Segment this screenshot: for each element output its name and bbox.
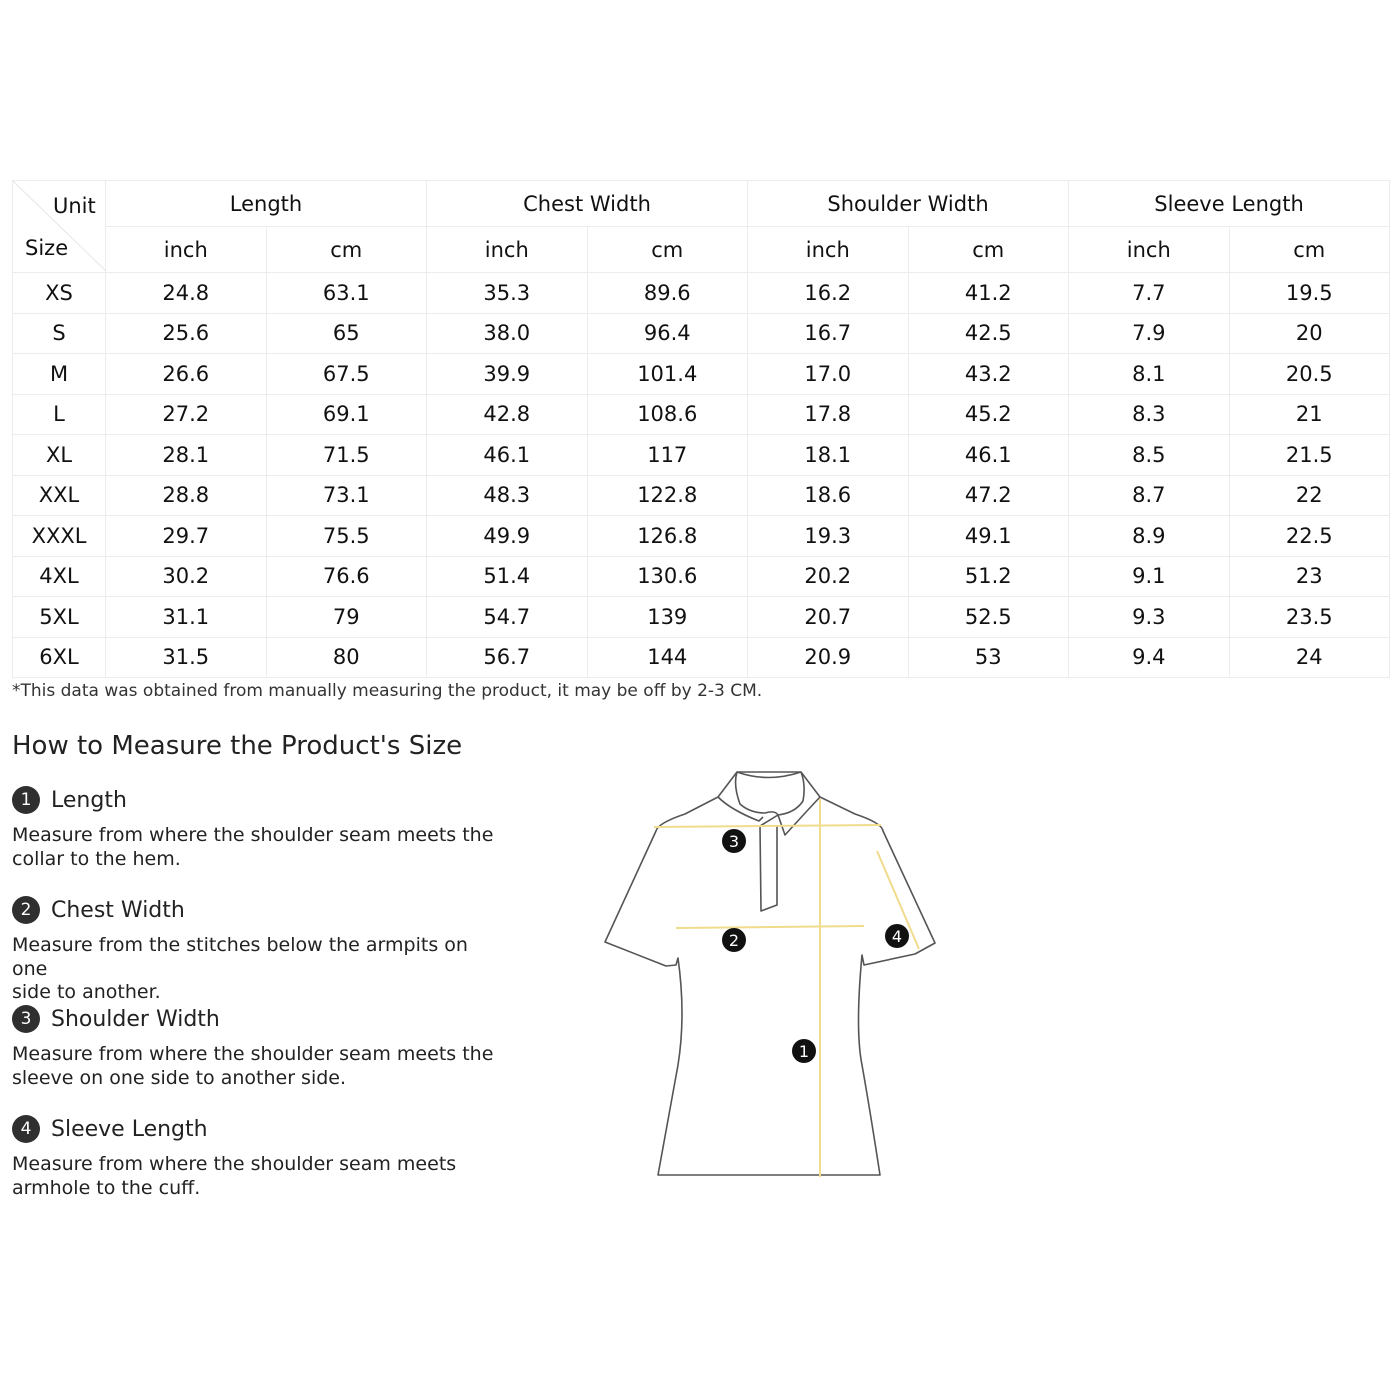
- size-label-cell: 5XL: [13, 597, 106, 638]
- measurement-cell: 21.5: [1229, 435, 1390, 476]
- step-description-line: Measure from where the shoulder seam meets the: [12, 824, 494, 846]
- step-number-badge: 2: [12, 896, 40, 924]
- measurement-cell: 8.7: [1069, 475, 1230, 516]
- measurement-cell: 22: [1229, 475, 1390, 516]
- shoulder-guide-line: [654, 825, 881, 827]
- measurement-cell: 25.6: [106, 313, 267, 354]
- step-length: [12, 785, 502, 871]
- measurement-cell: 16.2: [748, 273, 909, 314]
- table-row: [13, 516, 1390, 557]
- table-row: [13, 273, 1390, 314]
- measurement-cell: 9.1: [1069, 556, 1230, 597]
- size-label-cell: XL: [13, 435, 106, 476]
- measurement-cell: 38.0: [427, 313, 588, 354]
- size-table-body: [13, 273, 1390, 678]
- measurement-cell: 21: [1229, 394, 1390, 435]
- measurement-cell: 54.7: [427, 597, 588, 638]
- measurement-cell: 73.1: [266, 475, 427, 516]
- unit-header-row: [13, 227, 1390, 273]
- step-description: [12, 1153, 502, 1200]
- marker-4: [885, 924, 909, 948]
- step-description: [12, 824, 502, 871]
- measurement-cell: 42.8: [427, 394, 588, 435]
- measurement-cell: 130.6: [587, 556, 748, 597]
- header-shoulder-width: Shoulder Width: [748, 181, 1069, 227]
- size-label-cell: XXXL: [13, 516, 106, 557]
- measurement-cell: 108.6: [587, 394, 748, 435]
- measurement-cell: 24: [1229, 637, 1390, 678]
- measurement-cell: 8.9: [1069, 516, 1230, 557]
- group-header-row: [13, 181, 1390, 227]
- measurement-cell: 23: [1229, 556, 1390, 597]
- step-description: [12, 934, 502, 1005]
- chest-guide-line: [676, 926, 864, 928]
- measurement-cell: 26.6: [106, 354, 267, 395]
- measurement-cell: 31.1: [106, 597, 267, 638]
- measurement-cell: 39.9: [427, 354, 588, 395]
- marker-3: [722, 829, 746, 853]
- unit-header: inch: [427, 227, 588, 273]
- measurement-cell: 67.5: [266, 354, 427, 395]
- step-description-line: armhole to the cuff.: [12, 1176, 201, 1199]
- header-chest-width: Chest Width: [427, 181, 748, 227]
- size-label-cell: L: [13, 394, 106, 435]
- how-to-measure-title: How to Measure the Product's Size: [12, 731, 463, 761]
- step-description-line: Measure from the stitches below the armpits on one: [12, 934, 468, 980]
- measurement-guides: [654, 799, 919, 1177]
- measurement-cell: 31.5: [106, 637, 267, 678]
- measurement-cell: 8.3: [1069, 394, 1230, 435]
- measurement-cell: 79: [266, 597, 427, 638]
- measurement-cell: 101.4: [587, 354, 748, 395]
- shirt-outline: [605, 772, 935, 1175]
- measurement-cell: 20.7: [748, 597, 909, 638]
- measurement-cell: 20.2: [748, 556, 909, 597]
- measurement-cell: 96.4: [587, 313, 748, 354]
- step-description-line: Measure from where the shoulder seam meets: [12, 1153, 457, 1175]
- unit-header: inch: [748, 227, 909, 273]
- step-description-line: side to another.: [12, 981, 161, 1003]
- measurement-cell: 48.3: [427, 475, 588, 516]
- measurement-cell: 8.1: [1069, 354, 1230, 395]
- marker-1-label: 1: [798, 1042, 810, 1061]
- measurement-cell: 69.1: [266, 394, 427, 435]
- step-shoulder-width: [12, 1004, 502, 1090]
- unit-header: cm: [266, 227, 427, 273]
- measurement-cell: 76.6: [266, 556, 427, 597]
- measurement-cell: 51.2: [908, 556, 1069, 597]
- measurement-cell: 8.5: [1069, 435, 1230, 476]
- unit-header: cm: [908, 227, 1069, 273]
- measurement-cell: 30.2: [106, 556, 267, 597]
- shirt-body-outline: [605, 772, 935, 1175]
- measurement-cell: 24.8: [106, 273, 267, 314]
- measurement-cell: 42.5: [908, 313, 1069, 354]
- measurement-cell: 53: [908, 637, 1069, 678]
- header-length: Length: [106, 181, 427, 227]
- table-row: [13, 637, 1390, 678]
- step-number-badge: 3: [12, 1005, 40, 1033]
- measurement-cell: 16.7: [748, 313, 909, 354]
- step-name: Sleeve Length: [51, 1116, 208, 1142]
- measurement-cell: 52.5: [908, 597, 1069, 638]
- measurement-cell: 89.6: [587, 273, 748, 314]
- measurement-cell: 9.4: [1069, 637, 1230, 678]
- measurement-cell: 23.5: [1229, 597, 1390, 638]
- measurement-cell: 117: [587, 435, 748, 476]
- measurement-cell: 29.7: [106, 516, 267, 557]
- step-description-line: collar to the hem.: [12, 847, 181, 870]
- size-label-cell: 6XL: [13, 637, 106, 678]
- step-name: Shoulder Width: [51, 1006, 220, 1032]
- step-description-line: sleeve on one side to another side.: [12, 1066, 347, 1089]
- measurement-cell: 20: [1229, 313, 1390, 354]
- table-row: [13, 556, 1390, 597]
- unit-header: inch: [106, 227, 267, 273]
- measurement-cell: 49.9: [427, 516, 588, 557]
- step-name: Chest Width: [51, 897, 185, 923]
- table-row: [13, 394, 1390, 435]
- measurement-cell: 41.2: [908, 273, 1069, 314]
- step-chest-width: [12, 895, 502, 1005]
- corner-cell: [13, 181, 106, 273]
- table-row: [13, 435, 1390, 476]
- marker-2: [722, 928, 746, 952]
- measurement-cell: 7.7: [1069, 273, 1230, 314]
- step-description: [12, 1043, 502, 1090]
- header-sleeve-length: Sleeve Length: [1069, 181, 1390, 227]
- table-row: [13, 313, 1390, 354]
- step-description-line: Measure from where the shoulder seam meets the: [12, 1043, 494, 1065]
- measurement-cell: 126.8: [587, 516, 748, 557]
- table-row: [13, 475, 1390, 516]
- corner-unit-label: Unit: [53, 194, 96, 218]
- size-chart-table: [12, 180, 1390, 678]
- unit-header: cm: [1229, 227, 1390, 273]
- measurement-cell: 20.9: [748, 637, 909, 678]
- measurement-cell: 139: [587, 597, 748, 638]
- marker-2-label: 2: [728, 931, 740, 950]
- step-sleeve-length: [12, 1114, 502, 1200]
- measurement-cell: 46.1: [427, 435, 588, 476]
- size-label-cell: XXL: [13, 475, 106, 516]
- measurement-cell: 17.0: [748, 354, 909, 395]
- measurement-cell: 71.5: [266, 435, 427, 476]
- polo-shirt-diagram: [600, 765, 940, 1185]
- measurement-cell: 47.2: [908, 475, 1069, 516]
- measurement-cell: 63.1: [266, 273, 427, 314]
- measurement-cell: 28.1: [106, 435, 267, 476]
- unit-header: inch: [1069, 227, 1230, 273]
- marker-3-label: 3: [728, 832, 740, 851]
- measurement-cell: 19.5: [1229, 273, 1390, 314]
- measurement-cell: 51.4: [427, 556, 588, 597]
- marker-4-label: 4: [891, 927, 903, 946]
- measurement-cell: 65: [266, 313, 427, 354]
- measurement-cell: 75.5: [266, 516, 427, 557]
- corner-size-label: Size: [25, 236, 69, 260]
- marker-1: [792, 1039, 816, 1063]
- measurement-cell: 80: [266, 637, 427, 678]
- step-number-badge: 1: [12, 786, 40, 814]
- table-row: [13, 354, 1390, 395]
- measurement-cell: 56.7: [427, 637, 588, 678]
- measurement-cell: 49.1: [908, 516, 1069, 557]
- measurement-cell: 35.3: [427, 273, 588, 314]
- measurement-cell: 18.1: [748, 435, 909, 476]
- step-number-badge: 4: [12, 1115, 40, 1143]
- measurement-cell: 18.6: [748, 475, 909, 516]
- measurement-cell: 7.9: [1069, 313, 1230, 354]
- size-label-cell: 4XL: [13, 556, 106, 597]
- measurement-cell: 28.8: [106, 475, 267, 516]
- unit-header: cm: [587, 227, 748, 273]
- measurement-cell: 45.2: [908, 394, 1069, 435]
- measurement-cell: 22.5: [1229, 516, 1390, 557]
- table-row: [13, 597, 1390, 638]
- size-label-cell: S: [13, 313, 106, 354]
- measurement-footnote: *This data was obtained from manually measuring the product, it may be off by 2-3 CM.: [12, 681, 763, 701]
- measurement-cell: 144: [587, 637, 748, 678]
- measurement-cell: 20.5: [1229, 354, 1390, 395]
- measurement-cell: 17.8: [748, 394, 909, 435]
- measurement-cell: 122.8: [587, 475, 748, 516]
- measurement-cell: 19.3: [748, 516, 909, 557]
- measurement-cell: 27.2: [106, 394, 267, 435]
- measurement-cell: 43.2: [908, 354, 1069, 395]
- step-name: Length: [51, 787, 127, 813]
- size-label-cell: M: [13, 354, 106, 395]
- measurement-cell: 46.1: [908, 435, 1069, 476]
- measurement-cell: 9.3: [1069, 597, 1230, 638]
- size-label-cell: XS: [13, 273, 106, 314]
- placket-outline: [760, 826, 777, 911]
